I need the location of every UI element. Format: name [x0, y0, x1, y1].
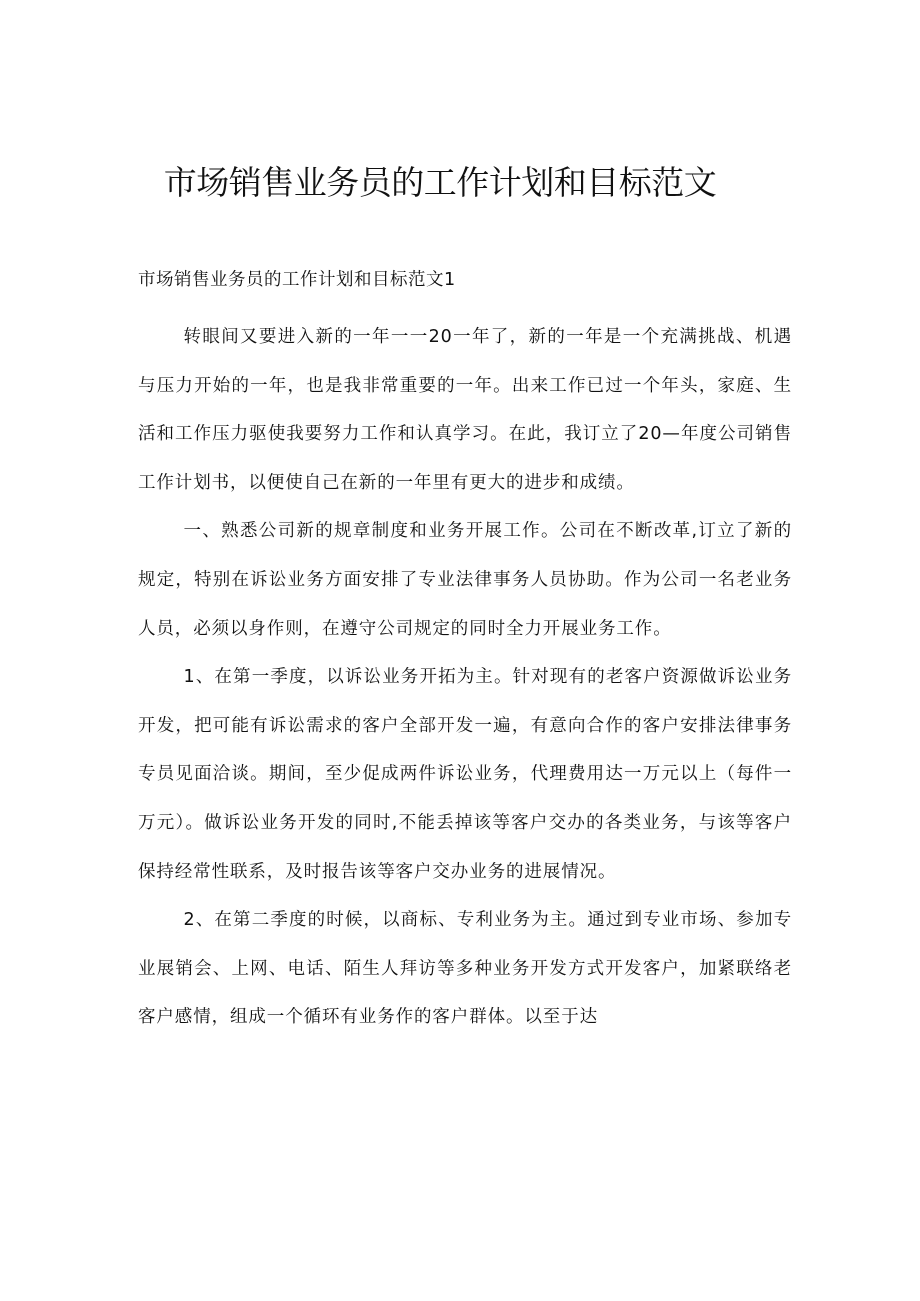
paragraph-section-one: 一、熟悉公司新的规章制度和业务开展工作。公司在不断改革,订立了新的规定，特别在诉讼业务方面安排了专业法律事务人员协助。作为公司一名老业务人员，必须以身作则，在遵守公司规定的同时全力开展业务工作。 [138, 521, 792, 639]
paragraph-intro: 转眼间又要进入新的一年一一20一年了，新的一年是一个充满挑战、机遇与压力开始的一年，也是我非常重要的一年。出来工作已过一个年头，家庭、生活和工作压力驱使我要努力工作和认真学习。在此，我订立了20—年度公司销售工作计划书，以便使自己在新的一年里有更大的进步和成绩。 [138, 327, 792, 493]
document-body [138, 313, 792, 1042]
paragraph-item-one: 1、在第一季度，以诉讼业务开拓为主。针对现有的老客户资源做诉讼业务开发，把可能有诉讼需求的客户全部开发一遍，有意向合作的客户安排法律事务专员见面洽谈。期间，至少促成两件诉讼业务，代理费用达一万元以上（每件一万元）。做诉讼业务开发的同时,不能丢掉该等客户交办的各类业务，与该等客户保持经常性联系，及时报告该等客户交办业务的进展情况。 [138, 667, 792, 882]
document-subtitle: 市场销售业务员的工作计划和目标范文1 [138, 270, 456, 290]
paragraph-item-two: 2、在第二季度的时候，以商标、专利业务为主。通过到专业市场、参加专业展销会、上网、电话、陌生人拜访等多种业务开发方式开发客户，加紧联络老客户感情，组成一个循环有业务作的客户群体。以至于达 [138, 910, 792, 1028]
document-title: 市场销售业务员的工作计划和目标范文 [163, 163, 717, 202]
